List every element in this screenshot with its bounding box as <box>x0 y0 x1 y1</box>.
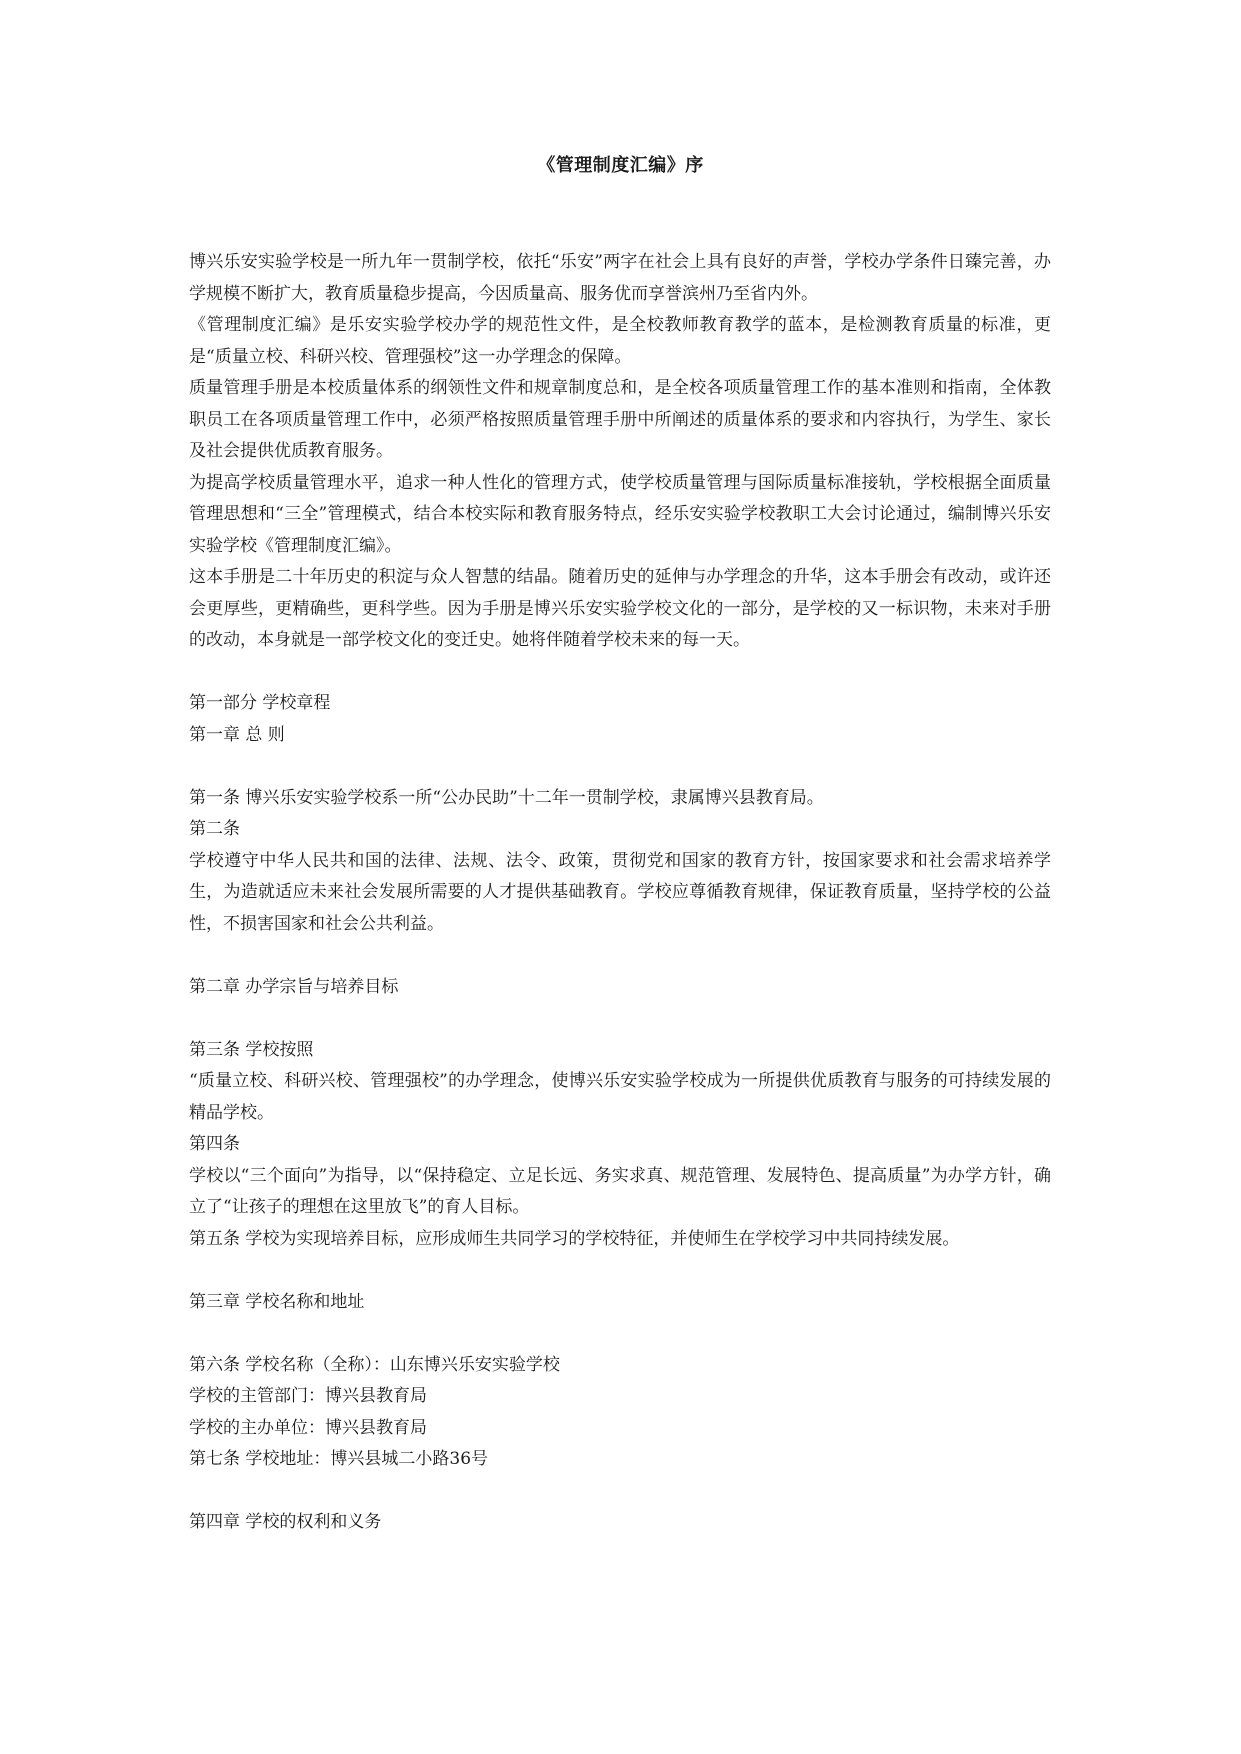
document-body <box>189 247 1051 1539</box>
preface-paragraph-4: 为提高学校质量管理水平，追求一种人性化的管理方式，使学校质量管理与国际质量标准接轨，学校根据全面质量管理思想和“三全”管理模式，结合本校实际和教育服务特点，经乐安实验学校教职工大会讨论通过，编制博兴乐安实验学校《管理制度汇编》。 <box>189 472 1051 556</box>
article-3-label: 第三条 学校按照 <box>189 1039 314 1060</box>
chapter-heading-4: 第四章 学校的权利和义务 <box>189 1512 382 1532</box>
document-title: 《管理制度汇编》序 <box>537 155 704 176</box>
spacer <box>189 1318 1051 1350</box>
chapter-heading-1: 第一章 总 则 <box>189 724 285 745</box>
article-2-text: 学校遵守中华人民共和国的法律、法规、法令、政策，贯彻党和国家的教育方针，按国家要求和社会需求培养学生，为造就适应未来社会发展所需要的人才提供基础教育。学校应尊循教育规律，保证教育质量，坚持学校的公益性，不损害国家和社会公共利益。 <box>189 850 1051 934</box>
spacer <box>189 751 1051 783</box>
article-7: 第七条 学校地址：博兴县城二小路36号 <box>189 1449 489 1469</box>
article-5: 第五条 学校为实现培养目标，应形成师生共同学习的学校特征，并使师生在学校学习中共同持续发展。 <box>189 1228 960 1249</box>
article-2-label: 第二条 <box>189 819 240 839</box>
spacer <box>189 657 1051 689</box>
spacer <box>189 1003 1051 1035</box>
chapter-heading-2: 第二章 办学宗旨与培养目标 <box>189 976 399 997</box>
preface-paragraph-5: 这本手册是二十年历史的积淀与众人智慧的结晶。随着历史的延伸与办学理念的升华，这本手册会有改动，或许还会更厚些，更精确些，更科学些。因为手册是博兴乐安实验学校文化的一部分，是学校的又一标识物，未来对手册的改动，本身就是一部学校文化的变迁史。她将伴随着学校未来的每一天。 <box>189 567 1051 650</box>
preface-paragraph-1: 博兴乐安实验学校是一所九年一贯制学校，依托“乐安”两字在社会上具有良好的声誉，学校办学条件日臻完善，办学规模不断扩大，教育质量稳步提高，今因质量高、服务优而享誉滨州乃至省内外。 <box>189 252 1051 304</box>
spacer <box>189 1255 1051 1287</box>
spacer <box>189 940 1051 972</box>
article-4-label: 第四条 <box>189 1134 240 1154</box>
preface-paragraph-3: 质量管理手册是本校质量体系的纲领性文件和规章制度总和，是全校各项质量管理工作的基本准则和指南，全体教职员工在各项质量管理工作中，必须严格按照质量管理手册中所阐述的质量体系的要求和内容执行，为学生、家长及社会提供优质教育服务。 <box>189 378 1051 461</box>
preface-paragraph-2: 《管理制度汇编》是乐安实验学校办学的规范性文件，是全校教师教育教学的蓝本，是检测教育质量的标准，更是“质量立校、科研兴校、管理强校”这一办学理念的保障。 <box>189 315 1051 367</box>
chapter-heading-3: 第三章 学校名称和地址 <box>189 1291 365 1312</box>
school-authority: 学校的主管部门：博兴县教育局 <box>189 1386 427 1406</box>
school-sponsor: 学校的主办单位：博兴县教育局 <box>189 1417 427 1438</box>
article-1: 第一条 博兴乐安实验学校系一所“公办民助”十二年一贯制学校，隶属博兴县教育局。 <box>189 787 824 808</box>
article-6: 第六条 学校名称（全称）：山东博兴乐安实验学校 <box>189 1354 560 1375</box>
article-4-text: 学校以“三个面向”为指导，以“保持稳定、立足长远、务实求真、规范管理、发展特色、提高质量”为办学方针，确立了“让孩子的理想在这里放飞”的育人目标。 <box>189 1165 1051 1217</box>
article-3-text: “质量立校、科研兴校、管理强校”的办学理念，使博兴乐安实验学校成为一所提供优质教育与服务的可持续发展的精品学校。 <box>189 1071 1051 1123</box>
spacer <box>189 1476 1051 1508</box>
part-heading: 第一部分 学校章程 <box>189 693 331 713</box>
